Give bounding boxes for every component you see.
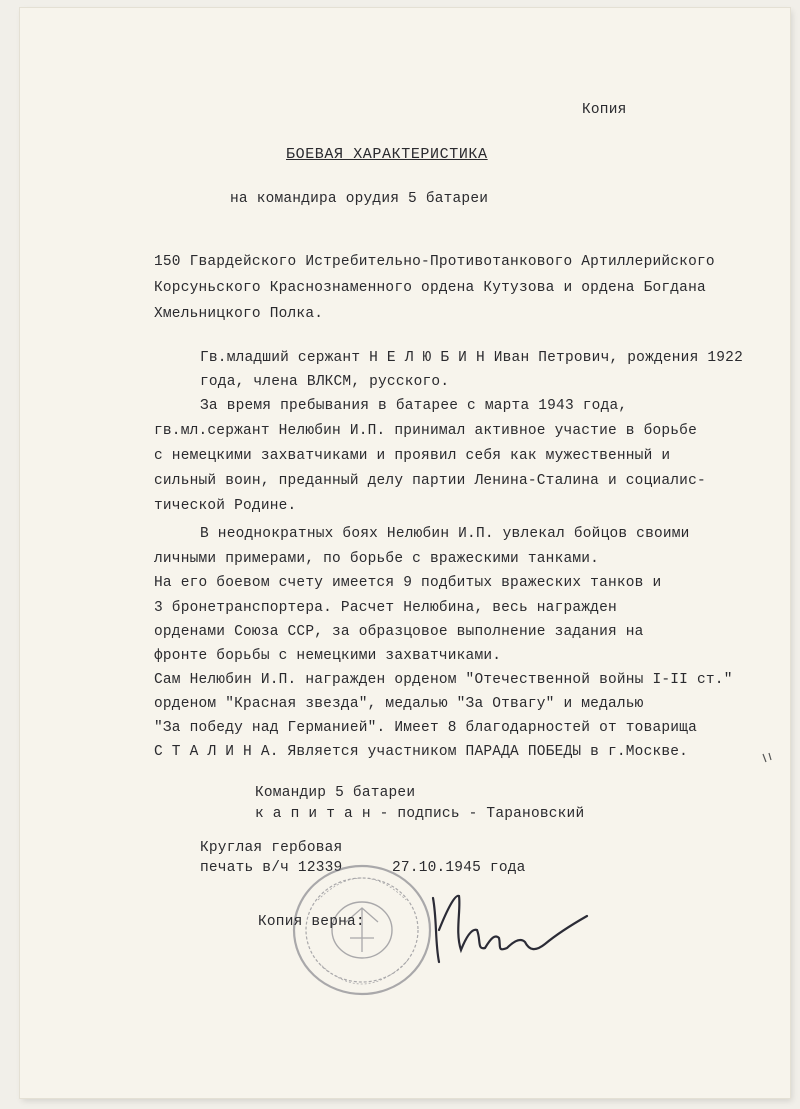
unit-line: Корсуньского Краснознаменного ордена Кутузова и ордена Богдана — [154, 280, 706, 296]
document-date: 27.10.1945 года — [392, 860, 526, 876]
body-line: На его боевом счету имеется 9 подбитых вражеских танков и — [154, 575, 662, 591]
document-subtitle: на командира орудия 5 батареи — [230, 191, 489, 207]
signature-icon — [425, 880, 595, 975]
body-line: тической Родине. — [154, 498, 297, 514]
body-line: гв.мл.сержант Нелюбин И.П. принимал активное участие в борьбе — [154, 423, 697, 439]
document-title: БОЕВАЯ ХАРАКТЕРИСТИКА — [286, 146, 488, 163]
body-line: С Т А Л И Н А. Является участником ПАРАДА ПОБЕДЫ в г.Москве. — [154, 744, 689, 760]
round-seal-icon — [288, 860, 436, 1000]
body-line: сильный воин, преданный делу партии Ленина-Сталина и социалис- — [154, 473, 706, 489]
body-line: личными примерами, по борьбе с вражескими танками. — [154, 551, 600, 567]
pen-mark-icon — [761, 751, 775, 765]
body-line: фронте борьбы с немецкими захватчиками. — [154, 648, 502, 664]
document-sheet — [20, 8, 790, 1098]
unit-line: Хмельницкого Полка. — [154, 306, 324, 322]
certification-label: Копия верна: — [258, 914, 365, 930]
copy-label: Копия — [582, 102, 627, 118]
body-line: орденом "Красная звезда", медалью "За Отвагу" и медалью — [154, 696, 644, 712]
body-line: В неоднократных боях Нелюбин И.П. увлекал бойцов своими — [200, 526, 690, 542]
body-line: За время пребывания в батарее с марта 1943 года, — [200, 398, 628, 414]
body-line: Сам Нелюбин И.П. награжден орденом "Отечественной войны I-II ст." — [154, 672, 733, 688]
seal-description: Круглая гербовая — [200, 840, 343, 856]
soldier-intro: Гв.младший сержант Н Е Л Ю Б И Н Иван Петрович, рождения 1922 года, члена ВЛКСМ, русского. — [200, 350, 743, 390]
body-line: с немецкими захватчиками и проявил себя как мужественный и — [154, 448, 671, 464]
body-line: 3 бронетранспортера. Расчет Нелюбина, весь награжден — [154, 600, 617, 616]
body-line: орденами Союза ССР, за образцовое выполнение задания на — [154, 624, 644, 640]
seal-unit: печать в/ч 12339 — [200, 860, 343, 876]
commander-line: к а п и т а н - подпись - Тарановский — [255, 806, 585, 822]
commander-title: Командир 5 батареи — [255, 785, 416, 801]
unit-line: 150 Гвардейского Истребительно-Противотанкового Артиллерийского — [154, 254, 715, 270]
body-line: "За победу над Германией". Имеет 8 благодарностей от товарища — [154, 720, 697, 736]
